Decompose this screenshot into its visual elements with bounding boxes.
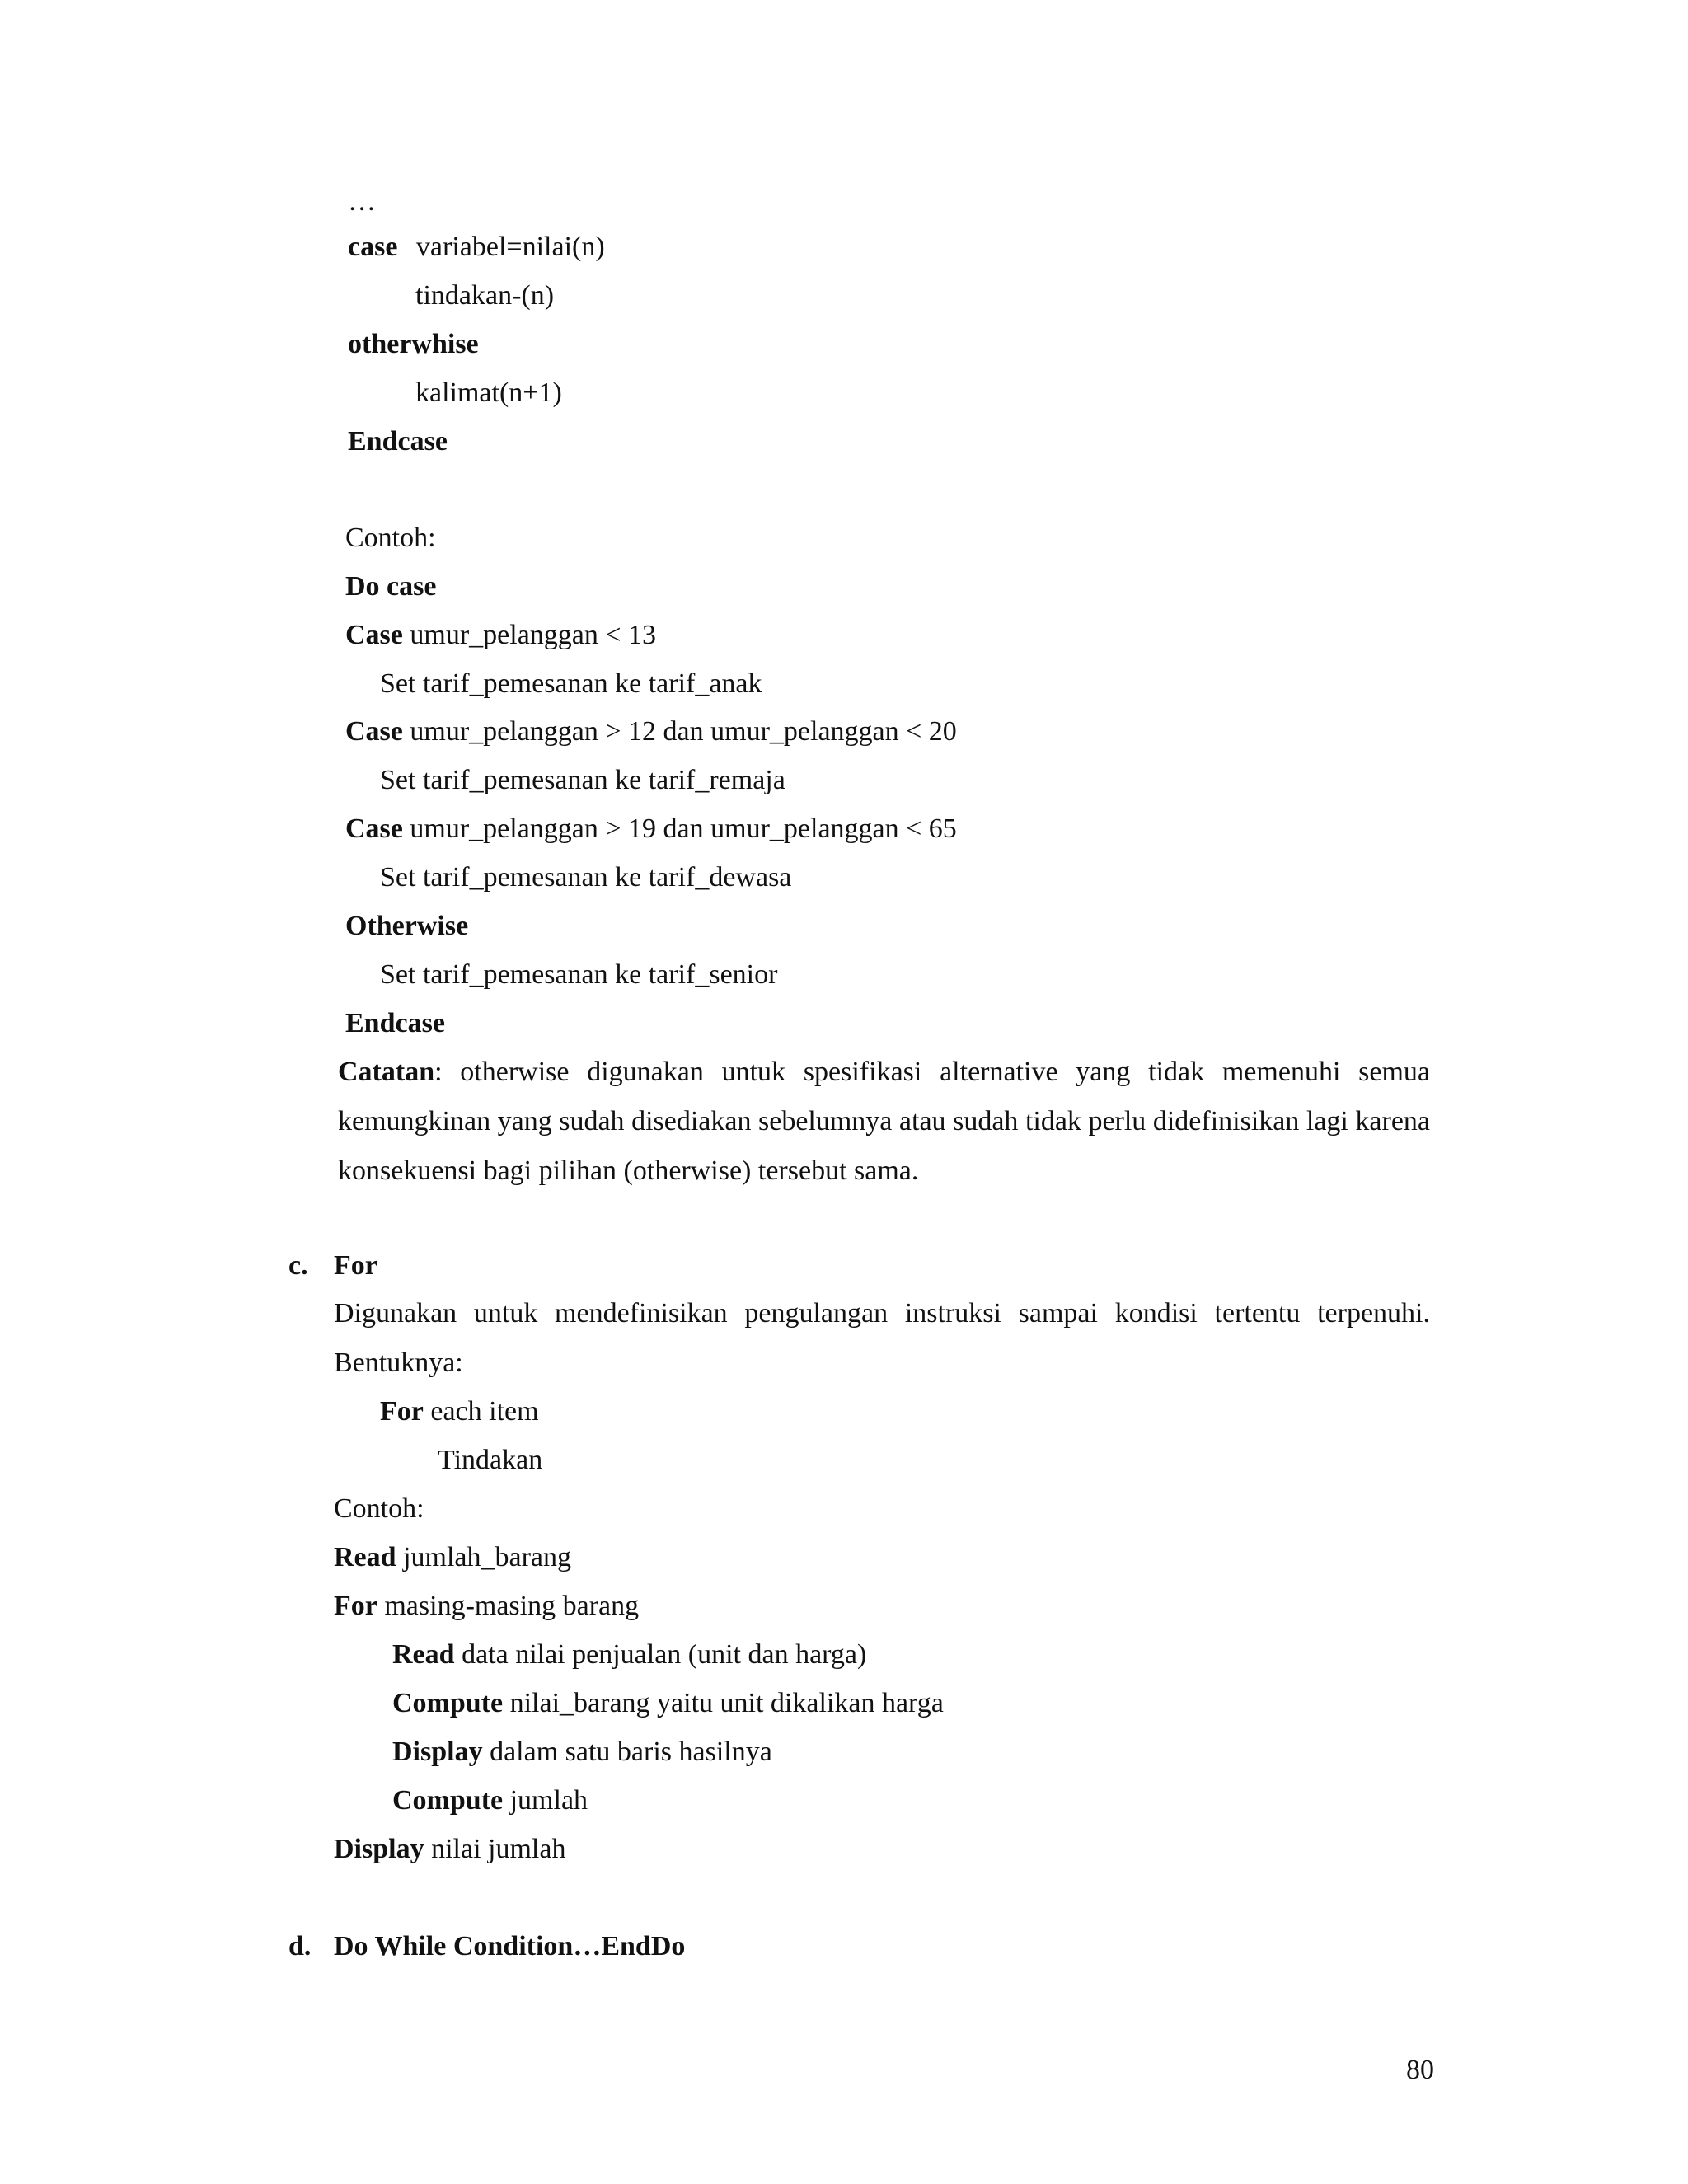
do-case-line: Do case xyxy=(345,571,437,602)
read-line: Read jumlah_barang xyxy=(334,1542,571,1572)
for-form-line: For each item xyxy=(380,1396,539,1427)
compute-line-2: Compute jumlah xyxy=(392,1785,588,1816)
syntax-case-action: tindakan-(n) xyxy=(415,280,555,311)
compute-line-1: Compute nilai_barang yaitu unit dikalikan harga xyxy=(392,1688,944,1718)
note-paragraph xyxy=(338,1047,1430,1196)
endcase-line: Endcase xyxy=(345,1008,445,1038)
note-text: : otherwise digunakan untuk spesifikasi alternative yang tidak memenuhi semua kemungkinan yang sudah disediakan sebelumnya atau sudah tidak perlu didefinisikan lagi karena konsekuensi bagi pilihan (otherwise) tersebut sama. xyxy=(338,1057,1430,1186)
inner-read-line: Read data nilai penjualan (unit dan harga) xyxy=(392,1639,867,1670)
case-action-3: Set tarif_pemesanan ke tarif_dewasa xyxy=(380,862,792,893)
case-line-3: Case umur_pelanggan > 19 dan umur_pelanggan < 65 xyxy=(345,813,957,844)
section-c-marker: c. xyxy=(288,1250,308,1281)
syntax-case-line xyxy=(348,231,605,264)
for-loop-line: For masing-masing barang xyxy=(334,1591,640,1621)
for-example-intro: Contoh: xyxy=(334,1493,424,1524)
syntax-endcase: Endcase xyxy=(348,426,448,457)
display-line-2: Display nilai jumlah xyxy=(334,1834,566,1864)
otherwise-line: Otherwise xyxy=(345,911,469,941)
otherwise-action: Set tarif_pemesanan ke tarif_senior xyxy=(380,959,778,990)
example-intro: Contoh: xyxy=(345,523,436,553)
section-d-title: Do While Condition…EndDo xyxy=(334,1931,686,1961)
case-keyword: case xyxy=(348,232,398,262)
ellipsis: … xyxy=(348,186,376,217)
case-line-1: Case umur_pelanggan < 13 xyxy=(345,620,657,650)
display-line-1: Display dalam satu baris hasilnya xyxy=(392,1736,772,1767)
section-d-marker: d. xyxy=(288,1931,312,1961)
section-c-description: Digunakan untuk mendefinisikan pengulangan instruksi sampai kondisi tertentu terpenuhi. Bentuknya: xyxy=(334,1298,1430,1378)
case-action-2: Set tarif_pemesanan ke tarif_remaja xyxy=(380,765,785,795)
page-number: 80 xyxy=(1406,2055,1434,2085)
case-line-2: Case umur_pelanggan > 12 dan umur_pelanggan < 20 xyxy=(345,716,957,747)
case-expression: variabel=nilai(n) xyxy=(415,232,605,262)
section-c-title: For xyxy=(334,1250,377,1281)
for-form-action: Tindakan xyxy=(438,1445,543,1475)
case-action-1: Set tarif_pemesanan ke tarif_anak xyxy=(380,668,762,699)
note-label: Catatan xyxy=(338,1057,435,1087)
syntax-otherwhise: otherwhise xyxy=(348,329,479,359)
syntax-otherwhise-action: kalimat(n+1) xyxy=(415,377,562,408)
